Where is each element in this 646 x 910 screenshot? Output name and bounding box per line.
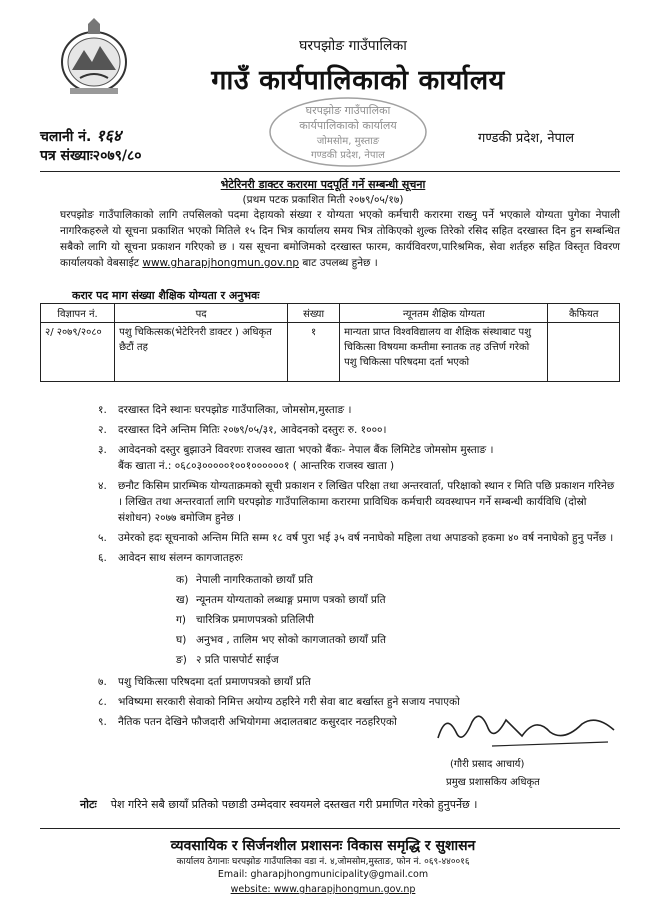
svg-text:गण्डकी प्रदेश, नेपाल: गण्डकी प्रदेश, नेपाल xyxy=(311,150,385,161)
note: नोटः पेश गरिने सबै छायाँ प्रतिको पछाडी उम्मेदवार स्वयमले दस्तखत गरी प्रमाणित गरेको हुनुपर्नेछ । xyxy=(80,798,478,811)
chalani-number: चलानी नं. १६४ xyxy=(40,126,122,145)
col-ad-no: विज्ञापन नं. xyxy=(41,304,115,323)
list-item: ४. छनौट किसिम प्रारम्भिक योग्यताक्रमको सूची प्रकाशन र लिखित परिक्षा तथा अन्तरवार्ता, परिक्षाको स्थान र मिति पछि प्रकाशन गरिनेछ । लिखित तथा अन्तरवार्ता लागि घरपझोङ गाउँपालिकामा करारमा प्राविधिक कर्मचारी व्यवस्थापन गर्ने सम्बन्धी कार्यविधि (दोस्रो संशोधन) २०७७ बमोजिम हुनेछ । xyxy=(98,480,615,524)
col-count: संख्या xyxy=(288,304,340,323)
province-label: गण्डकी प्रदेश, नेपाल xyxy=(478,131,575,146)
cell-ad-no: २/ २०७९/२०८० xyxy=(41,323,115,382)
website-link[interactable]: www.gharapjhongmun.gov.np xyxy=(142,257,300,269)
col-remarks: कैफियत xyxy=(548,304,620,323)
svg-text:कार्यपालिकाको कार्यालय: कार्यपालिकाको कार्यालय xyxy=(299,119,397,132)
cell-qualification: मान्यता प्राप्त विश्वविद्यालय वा शैक्षिक संस्थाबाट पशु चिकित्सा विषयमा कम्तीमा स्नातक तह उत्तिर्ण गरेको पशु चिकित्सा परिषदमा दर्ता भएको xyxy=(340,323,548,382)
notice-title: भेटेरिनरी डाक्टर करारमा पदपूर्ति गर्ने सम्बन्धी सूचना xyxy=(220,178,426,191)
list-item: ७. पशु चिकित्सा परिषदमा दर्ता प्रमाणपत्रको छायाँ प्रति xyxy=(98,676,311,688)
attachment-item: ङ) २ प्रति पासपोर्ट साईज xyxy=(176,654,279,666)
footer-motto: व्यवसायिक र सिर्जनशील प्रशासनः विकास समृद्धि र सुशासन xyxy=(170,838,476,854)
office-stamp xyxy=(268,96,428,168)
list-item: ८. भविष्यमा सरकारी सेवाको निमित्त अयोग्य ठहरिने गरी सेवा बाट बर्खास्त हुने सजाय नपाएको xyxy=(98,696,460,708)
list-item: ६. आवेदन साथ संलग्न कागजातहरुः xyxy=(98,552,243,564)
cell-remarks xyxy=(548,323,620,382)
posts-table xyxy=(40,303,620,382)
signatory-name: (गौरी प्रसाद आचार्य) xyxy=(450,759,525,770)
svg-text:घरपझोङ गाउँपालिका: घरपझोङ गाउँपालिका xyxy=(305,104,391,117)
table-heading: करार पद माग संख्या शैक्षिक योग्यता र अनुभवः xyxy=(72,289,260,302)
footer-website[interactable]: website: www.gharapjhongmun.gov.np xyxy=(230,884,416,895)
list-item: १. दरखास्त दिने स्थानः घरपझोङ गाउँपालिका, जोमसोम,मुस्ताङ । xyxy=(98,404,352,416)
attachment-item: घ) अनुभव , तालिम भए सोको कागजातको छायाँ प्रति xyxy=(176,634,386,646)
footer-divider xyxy=(40,828,620,829)
office-name: गाउँ कार्यपालिकाको कार्यालय xyxy=(211,65,505,96)
cell-count: १ xyxy=(288,323,340,382)
signatory-role: प्रमुख प्रशासकिय अधिकृत xyxy=(446,777,540,788)
attachment-item: ख) न्यूनतम योग्यताको लब्धाङ्ग प्रमाण पत्रको छायाँ प्रति xyxy=(176,594,386,606)
conditions-list xyxy=(100,402,620,734)
list-item: २. दरखास्त दिने अन्तिम मितिः २०७९/०५/३१, आवेदनको दस्तुरः रु. १०००। xyxy=(98,424,387,436)
attachment-item: क) नेपाली नागरिकताको छायाँ प्रति xyxy=(176,574,313,586)
attachment-item: ग) चारित्रिक प्रमाणपत्रको प्रतिलिपी xyxy=(176,614,314,626)
notice-subtitle: (प्रथम पटक प्रकाशित मिती २०७९/०५/१७) xyxy=(242,194,404,206)
list-item: ९. नैतिक पतन देखिने फौजदारी अभियोगमा अदालतबाट कसुरदार नठहरिएको xyxy=(98,716,397,728)
list-item: ५. उमेरको हदः सूचनाको अन्तिम मिति सम्म १८ वर्ष पुरा भई ३५ वर्ष ननाघेको महिला तथा अपाङको हकमा ४० वर्ष ननाघेको हुनु पर्नेछ । xyxy=(98,532,614,544)
cell-post: पशु चिकित्सक(भेटेरिनरी डाक्टर ) अधिकृत छैटौं तह xyxy=(115,323,288,382)
patra-sankhya: पत्र संख्याः२०७९/८० xyxy=(40,148,142,164)
signature-mark xyxy=(432,702,622,752)
table-header-row xyxy=(41,304,620,323)
footer-address: कार्यालय ठेगानाः घरपझोङ गाउँपालिका वडा नं. ४,जोमसोम,मुस्ताङ, फोन नं. ०६९-४४००१६ xyxy=(176,857,470,867)
notice-intro: घरपझोङ गाउँपालिकाको लागि तपसिलको पदमा देहायको संख्या र योग्यता भएको कर्मचारी करारमा राख्नु पर्ने भएकाले योग्यता पुगेका नेपाली नागरिकहरुले यो सूचना प्रकाशित भएको मितिले १५ दिन भित्र कार्यालय समय भित्र तोकिएको शुल्क तिरेको रसिद सहित दरखास्त दिन हुन सम्बन्धित सबैको लागि यो सूचना प्रकाशन गरिएको छ । यस सूचना बमोजिमको दरखास्त फारम, कार्यविवरण,पारिश्रमिक, सेवा शर्तहरु सहित विस्तृत विवरण कार्यालयको वेबसाईट www.gharapjhongmun.gov.np बाट उपलब्ध हुनेछ । xyxy=(60,209,620,269)
municipality-name: घरपझोङ गाउँपालिका xyxy=(299,38,407,54)
col-post: पद xyxy=(115,304,288,323)
header-divider xyxy=(40,171,620,172)
table-row xyxy=(41,323,620,382)
svg-text:जोमसोम, मुस्ताङ: जोमसोम, मुस्ताङ xyxy=(316,136,380,147)
footer-email[interactable]: Email: gharapjhongmunicipality@gmail.com xyxy=(217,869,429,880)
list-item: ३. आवेदनको दस्तुर बुझाउने विवरणः राजस्व खाता भएको बैंकः- नेपाल बैंक लिमिटेड जोमसोम मुस्ताङ । बैंक खाता नं.: ०६८०३०००००१००१००००००१ ( आन्तरिक राजस्व खाता ) xyxy=(98,444,494,472)
col-qualification: न्यूनतम शैक्षिक योग्यता xyxy=(340,304,548,323)
